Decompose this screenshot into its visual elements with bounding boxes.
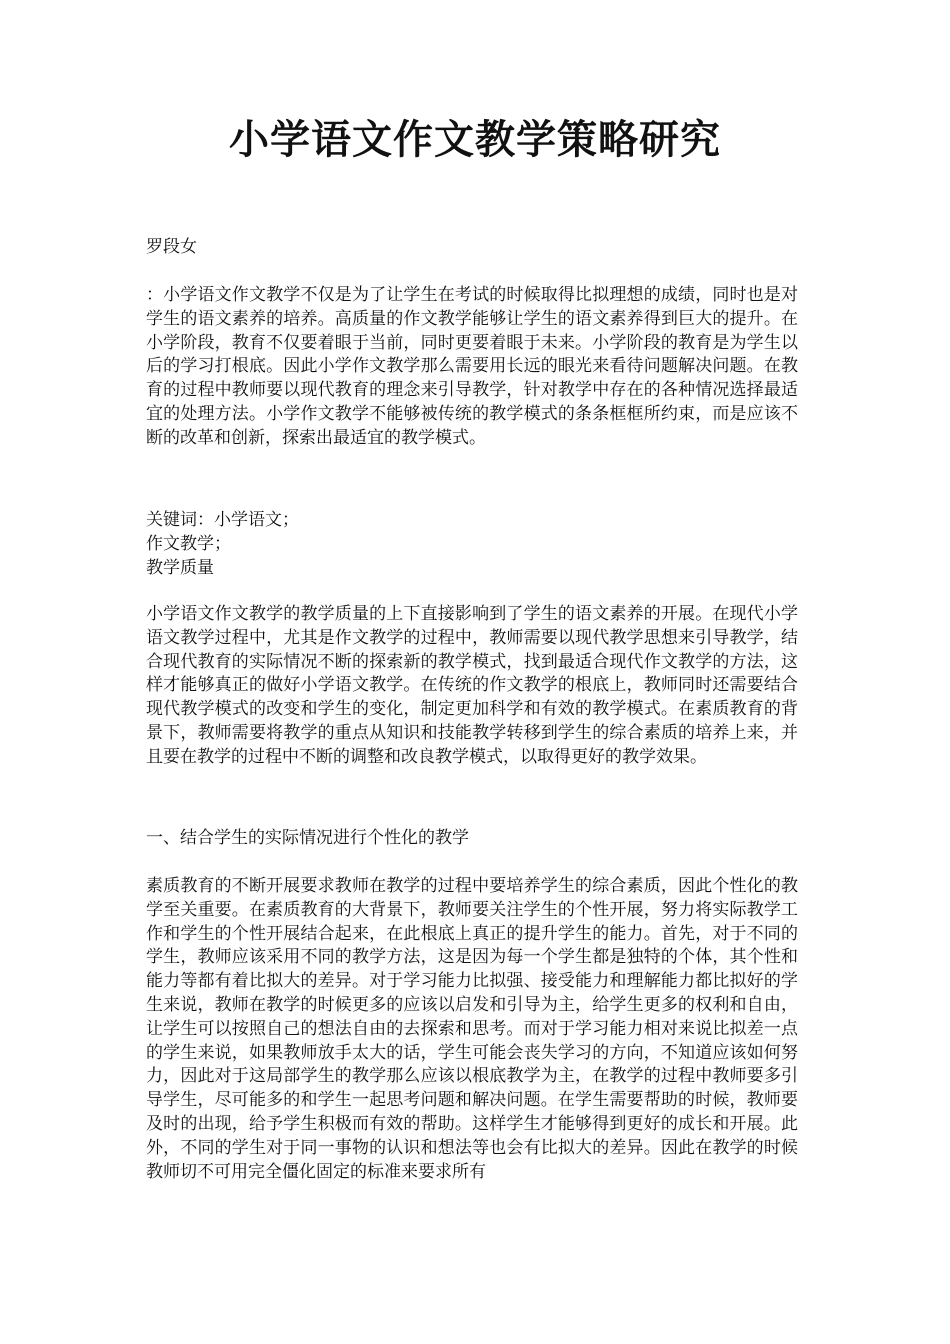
section-paragraph: 素质教育的不断开展要求教师在教学的过程中要培养学生的综合素质，因此个性化的教学至关重要。在素质教育的大背景下，教师要关注学生的个性开展，努力将实际教学工作和学生的个性开展结合起来，在此根底上真正的提升学生的能力。首先，对于不同的学生，教师应该采用不同的教学方法，这是因为每一个学生都是独特的个体，其个性和能力等都有着比拟大的差异。对于学习能力比拟强、接受能力和理解能力都比拟好的学生来说，教师在教学的时候更多的应该以启发和引导为主，给学生更多的权利和自由，让学生可以按照自己的想法自由的去探索和思考。而对于学习能力相对来说比拟差一点的学生来说，如果教师放手太大的话，学生可能会丧失学习的方向，不知道应该如何努力，因此对于这局部学生的教学那么应该以根底教学为主，在教学的过程中教师要多引导学生，尽可能多的和学生一起思考问题和解决问题。在学生需要帮助的时候，教师要及时的出现，给予学生积极而有效的帮助。这样学生才能够得到更好的成长和开展。此外，不同的学生对于同一事物的认识和想法等也会有比拟大的差异。因此在教学的时候教师切不可用完全僵化固定的标准来要求所有 (146, 876, 798, 1182)
keywords-line-2: 作文教学； (146, 533, 231, 554)
intro-paragraph: 小学语文作文教学的教学质量的上下直接影响到了学生的语文素养的开展。在现代小学语文教学过程中，尤其是作文教学的过程中，教师需要以现代教学思想来引导教学，结合现代教育的实际情况不断的探索新的教学模式，找到最适合现代作文教学的方法，这样才能够真正的做好小学语文教学。在传统的作文教学的根底上，教师同时还需要结合现代教学模式的改变和学生的变化，制定更加科学和有效的教学模式。在素质教育的背景下，教师需要将教学的重点从知识和技能教学转移到学生的综合素质的培养上来，并且要在教学的过程中不断的调整和改良教学模式，以取得更好的教学效果。 (146, 604, 798, 767)
abstract-paragraph: ：小学语文作文教学不仅是为了让学生在考试的时候取得比拟理想的成绩，同时也是对学生的语文素养的培养。高质量的作文教学能够让学生的语文素养得到巨大的提升。在小学阶段，教育不仅要着眼于当前，同时更要着眼于未来。小学阶段的教育是为学生以后的学习打根底。因此小学作文教学那么需要用长远的眼光来看待问题解决问题。在教育的过程中教师要以现代教育的理念来引导教学，针对教学中存在的各种情况选择最适宜的处理方法。小学作文教学不能够被传统的教学模式的条条框框所约束，而是应该不断的改革和创新，探索出最适宜的教学模式。 (146, 285, 798, 448)
author-name: 罗段女 (146, 237, 197, 257)
keywords-line-3: 教学质量 (146, 557, 214, 578)
keywords-line-1: 关键词：小学语文； (146, 510, 299, 530)
section-heading: 一、结合学生的实际情况进行个性化的教学 (146, 828, 469, 848)
keywords-block (146, 509, 798, 580)
document-title: 小学语文作文教学策略研究 (229, 116, 721, 163)
